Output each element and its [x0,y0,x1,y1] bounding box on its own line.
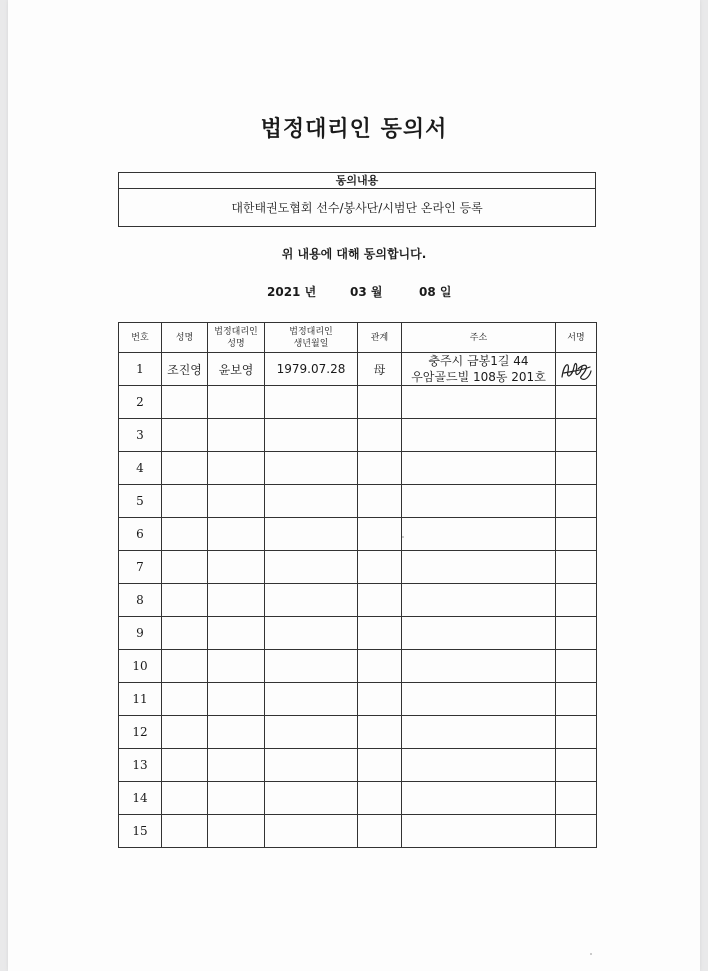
guardian-name-cell [208,419,265,452]
consent-body: 대한태권도협회 선수/봉사단/시범단 온라인 등록 [231,201,483,215]
guardian-name-cell: 윤보영 [208,353,265,386]
address-line-1: 충주시 금봉1길 44 [428,354,529,368]
row-number-cell: 10 [119,650,162,683]
address-cell [402,452,556,485]
signature-cell [556,749,597,782]
signature-cell [556,485,597,518]
guardian-birth-cell [265,683,358,716]
name-cell [162,386,208,419]
address-cell [402,815,556,848]
guardian-name-cell [208,518,265,551]
guardian-birth-cell [265,782,358,815]
signature-cell [556,815,597,848]
row-number-cell: 8 [119,584,162,617]
table-row [119,518,597,551]
address-cell [402,419,556,452]
row-number-cell: 1 [119,353,162,386]
row-number-cell: 14 [119,782,162,815]
guardian-birth-cell: 1979.07.28 [265,353,358,386]
address-cell [402,353,556,386]
table-row [119,617,597,650]
signature-cell [556,617,597,650]
relation-cell [358,518,402,551]
header-guardian-birth: 법정대리인 생년월일 [265,323,358,353]
relation-cell [358,617,402,650]
relation-cell: 母 [358,353,402,386]
signature-cell [556,452,597,485]
signature-cell [556,353,597,386]
name-cell: 조진영 [162,353,208,386]
consent-heading: 동의내용 [119,173,595,189]
header-relation: 관계 [358,323,402,353]
table-row [119,353,597,386]
guardian-birth-cell [265,518,358,551]
relation-cell [358,683,402,716]
address-cell [402,716,556,749]
guardian-birth-cell [265,419,358,452]
header-address: 주소 [402,323,556,353]
table-row [119,584,597,617]
relation-cell [358,386,402,419]
header-guardian-name: 법정대리인 성명 [208,323,265,353]
guardian-birth-cell [265,716,358,749]
date-year: 2021 년 [267,285,317,299]
row-number-cell: 13 [119,749,162,782]
guardian-birth-cell [265,584,358,617]
consent-content-box [118,172,596,227]
guardian-name-cell [208,650,265,683]
name-cell [162,419,208,452]
signature-cell [556,683,597,716]
row-number-cell: 15 [119,815,162,848]
row-number-cell: 6 [119,518,162,551]
name-cell [162,782,208,815]
name-cell [162,749,208,782]
address-cell [402,749,556,782]
guardian-birth-cell [265,452,358,485]
guardian-birth-cell [265,650,358,683]
table-header-row [119,323,597,353]
address-cell [402,683,556,716]
relation-cell [358,485,402,518]
name-cell [162,617,208,650]
table-row [119,683,597,716]
table-row [119,716,597,749]
table-row [119,386,597,419]
relation-cell [358,584,402,617]
row-number-cell: 3 [119,419,162,452]
relation-cell [358,716,402,749]
guardian-name-cell [208,683,265,716]
guardian-name-cell [208,749,265,782]
name-cell [162,584,208,617]
guardian-name-cell [208,485,265,518]
address-cell [402,617,556,650]
relation-cell [358,782,402,815]
guardian-name-cell [208,386,265,419]
date-month: 03 월 [350,285,383,299]
signature-cell [556,716,597,749]
row-number-cell: 4 [119,452,162,485]
address-cell [402,518,556,551]
guardian-name-cell [208,551,265,584]
signature-cell [556,782,597,815]
guardian-birth-cell [265,485,358,518]
signature-cell [556,584,597,617]
relation-cell [358,452,402,485]
guardian-birth-cell [265,815,358,848]
table-row [119,650,597,683]
name-cell [162,518,208,551]
name-cell [162,815,208,848]
row-number-cell: 9 [119,617,162,650]
signature-cell [556,551,597,584]
relation-cell [358,551,402,584]
address-cell [402,485,556,518]
table-row [119,419,597,452]
header-signature: 서명 [556,323,597,353]
name-cell [162,683,208,716]
scan-speck [590,953,592,955]
row-number-cell: 11 [119,683,162,716]
address-cell [402,584,556,617]
address-cell [402,386,556,419]
handwritten-signature-icon [558,355,594,383]
scan-speck [402,536,404,538]
table-row [119,815,597,848]
row-number-cell: 7 [119,551,162,584]
guardian-birth-cell [265,551,358,584]
address-cell [402,782,556,815]
address-line-2: 우암골드빌 108동 201호 [411,370,546,384]
address-cell [402,551,556,584]
guardian-name-cell [208,815,265,848]
guardian-name-cell [208,452,265,485]
relation-cell [358,749,402,782]
relation-cell [358,419,402,452]
signature-cell [556,386,597,419]
guardian-name-cell [208,584,265,617]
name-cell [162,716,208,749]
relation-cell [358,650,402,683]
row-number-cell: 12 [119,716,162,749]
name-cell [162,551,208,584]
table-row [119,485,597,518]
guardian-birth-cell [265,386,358,419]
guardian-consent-table [118,322,597,848]
relation-cell [358,815,402,848]
guardian-birth-cell [265,617,358,650]
signature-cell [556,419,597,452]
name-cell [162,650,208,683]
table-row [119,452,597,485]
row-number-cell: 2 [119,386,162,419]
page-title: 법정대리인 동의서 [260,117,448,142]
address-cell [402,650,556,683]
agreement-statement: 위 내용에 대해 동의합니다. [281,247,427,261]
signature-cell [556,518,597,551]
header-no: 번호 [119,323,162,353]
header-name: 성명 [162,323,208,353]
name-cell [162,452,208,485]
guardian-name-cell [208,782,265,815]
name-cell [162,485,208,518]
date-day: 08 일 [419,285,452,299]
guardian-name-cell [208,716,265,749]
guardian-birth-cell [265,749,358,782]
table-row [119,782,597,815]
guardian-name-cell [208,617,265,650]
signature-cell [556,650,597,683]
table-row [119,749,597,782]
row-number-cell: 5 [119,485,162,518]
table-row [119,551,597,584]
